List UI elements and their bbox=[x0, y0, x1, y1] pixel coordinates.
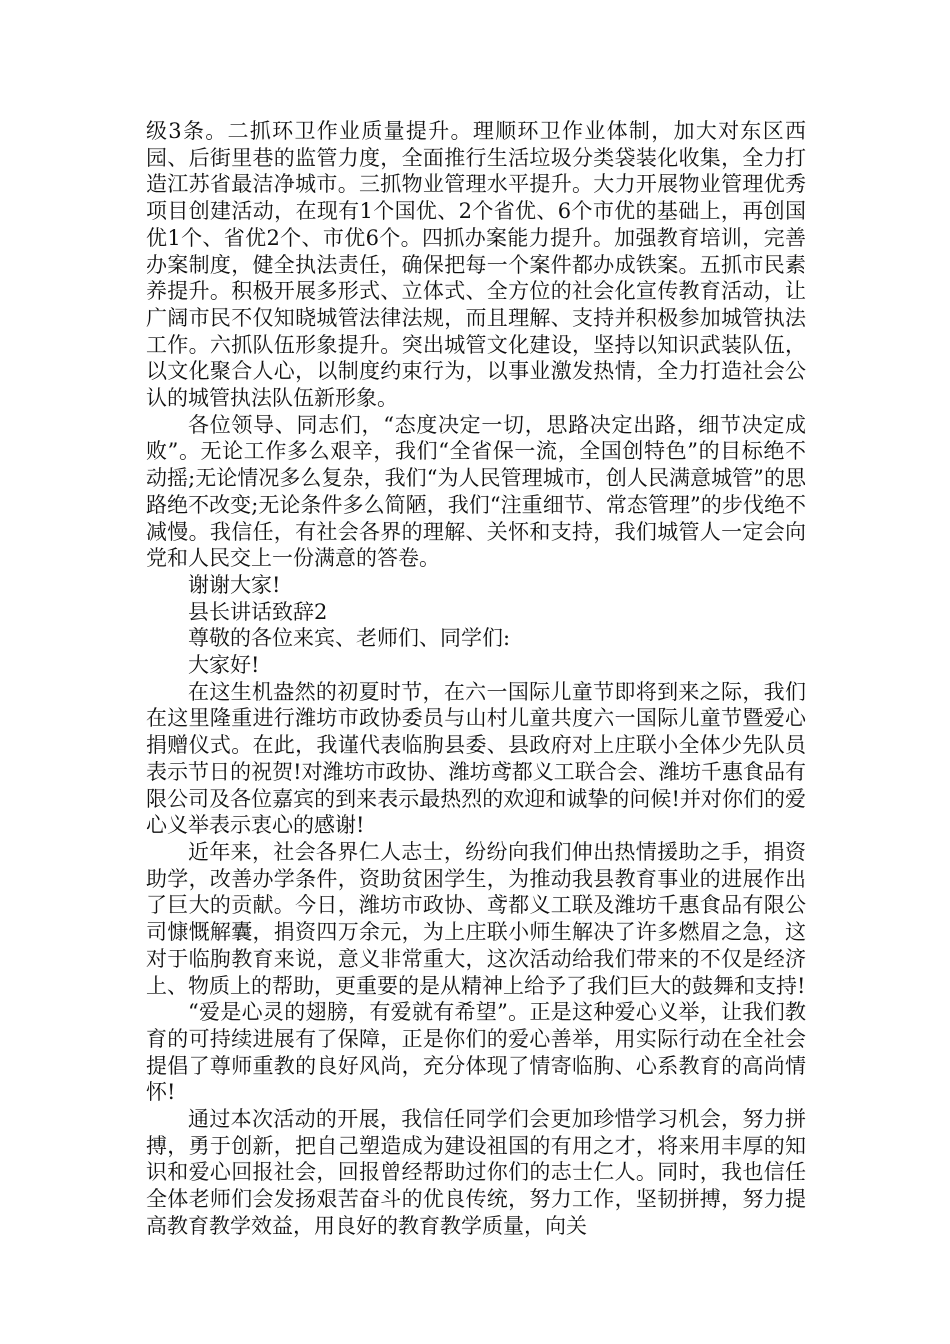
paragraph-encouragement: 通过本次活动的开展，我信任同学们会更加珍惜学习机会，努力拼搏，勇于创新，把自己塑造成为建设祖国的有用之才，将来用丰厚的知识和爱心回报社会，回报曾经帮助过你们的志士仁人。同时，我也信任全体老师们会发扬艰苦奋斗的优良传统，努力工作，坚韧拼搏，努力提高教育教学效益，用良好的教育教学质量，向关 bbox=[146, 1107, 806, 1238]
salutation: 尊敬的各位来宾、老师们、同学们: bbox=[188, 626, 511, 651]
paragraph-ceremony-intro: 在这生机盎然的初夏时节，在六一国际儿童节即将到来之际，我们在这里隆重进行潍坊市政协委员与山村儿童共度六一国际儿童节暨爱心捐赠仪式。在此，我谨代表临朐县委、县政府对上庄联小全体少先队员表示节日的祝贺!对潍坊市政协、潍坊鸢都义工联合会、潍坊千惠食品有限公司及各位嘉宾的到来表示最热烈的欢迎和诚挚的问候!并对你们的爱心义举表示衷心的感谢! bbox=[146, 679, 806, 838]
section-heading: 县长讲话致辞2 bbox=[188, 599, 328, 624]
paragraph-thanks: 谢谢大家! bbox=[188, 572, 281, 597]
paragraph-city-management-goals: 级3条。二抓环卫作业质量提升。理顺环卫作业体制，加大对东区西园、后街里巷的监管力度，全面推行生活垃圾分类袋装化收集，全力打造江苏省最洁净城市。三抓物业管理水平提升。大力开展物业管理优秀项目创建活动，在现有1个国优、2个省优、6个市优的基础上，再创国优1个、省优2个、市优6个。四抓办案能力提升。加强教育培训，完善办案制度，健全执法责任，确保把每一个案件都办成铁案。五抓市民素养提升。积极开展多形式、立体式、全方位的社会化宣传教育活动，让广阔市民不仅知晓城管法律法规，而且理解、支持并积极参加城管执法工作。六抓队伍形象提升。突出城管文化建设，坚持以知识武装队伍，以文化聚合人心，以制度约束行为，以事业激发热情，全力打造社会公认的城管执法队伍新形象。 bbox=[146, 119, 806, 411]
paragraph-love-quote: “爱是心灵的翅膀，有爱就有希望”。正是这种爱心义举，让我们教育的可持续进展有了保障，正是你们的爱心善举，用实际行动在全社会提倡了尊师重教的良好风尚，充分体现了情寄临朐、心系教育的高尚情怀! bbox=[146, 1000, 806, 1105]
paragraph-closing-remarks: 各位领导、同志们，“态度决定一切，思路决定出路，细节决定成败”。无论工作多么艰辛，我们“全省保一流，全国创特色”的目标绝不动摇;无论情况多么复杂，我们“为人民管理城市，创人民满意城管”的思路绝不改变;无论条件多么简陋，我们“注重细节、常态管理”的步伐绝不减慢。我信任，有社会各界的理解、关怀和支持，我们城管人一定会向党和人民交上一份满意的答卷。 bbox=[146, 412, 806, 571]
document-body bbox=[146, 118, 806, 1240]
greeting: 大家好! bbox=[188, 653, 260, 678]
paragraph-donation-thanks: 近年来，社会各界仁人志士，纷纷向我们伸出热情援助之手，捐资助学，改善办学条件，资助贫困学生，为推动我县教育事业的进展作出了巨大的贡献。今日，潍坊市政协、鸢都义工联及潍坊千惠食品有限公司慷慨解囊，捐资四万余元，为上庄联小师生解决了许多燃眉之急，这对于临朐教育来说，意义非常重大，这次活动给我们带来的不仅是经济上、物质上的帮助，更重要的是从精神上给予了我们巨大的鼓舞和支持! bbox=[146, 839, 806, 998]
